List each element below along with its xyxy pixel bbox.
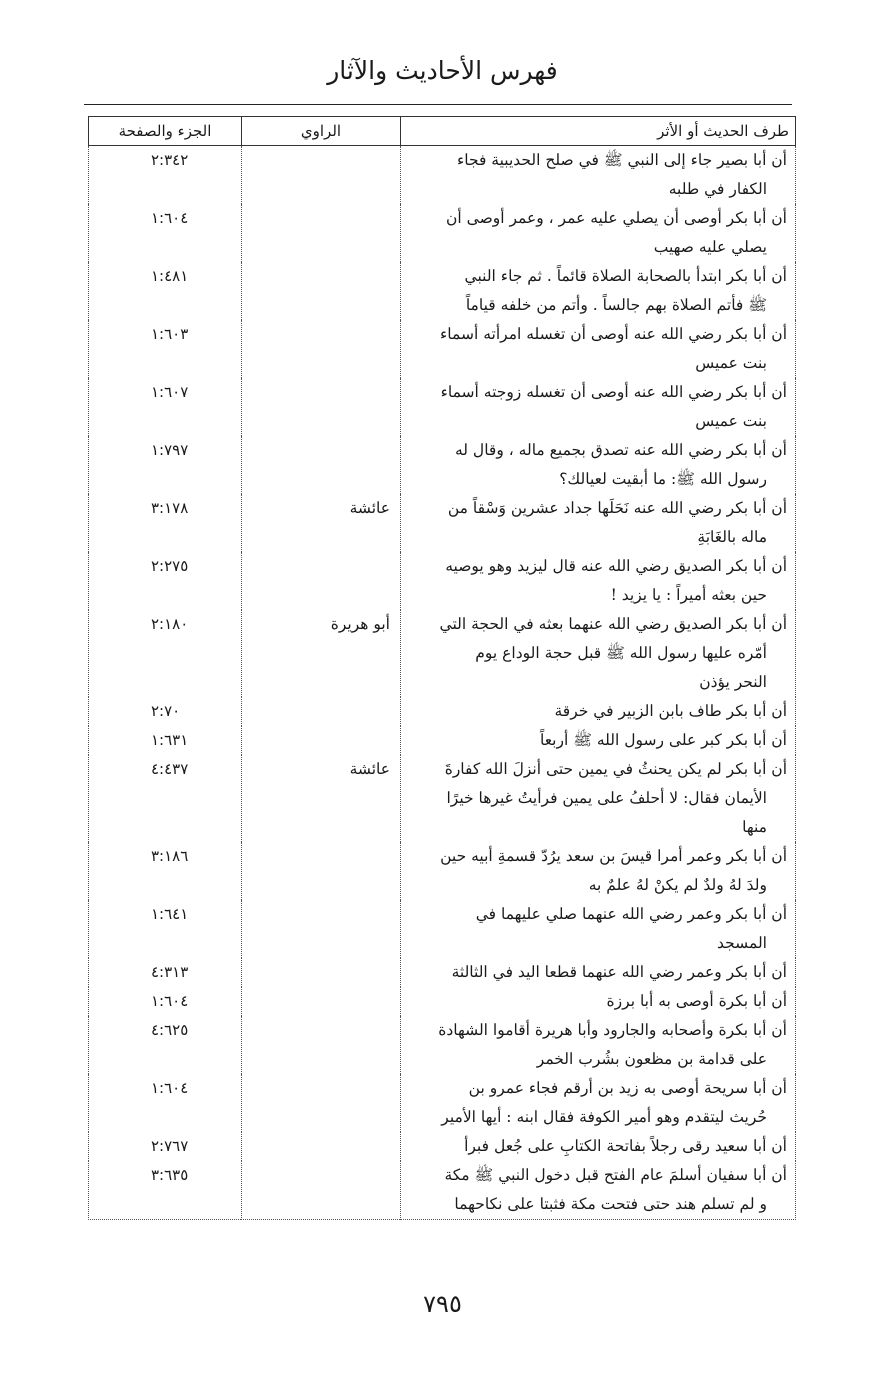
hadith-continuation-line: بنت عميس — [695, 354, 767, 372]
hadith-text — [401, 204, 796, 262]
table-header — [89, 117, 796, 146]
volume-page-cell: ٤:٤٣٧ — [89, 755, 242, 842]
volume-page-cell: ١:٦٠٣ — [89, 320, 242, 378]
hadith-text — [401, 320, 796, 378]
hadith-text — [401, 1132, 796, 1161]
hadith-continuation-line: رسول الله ﷺ: ما أبقيت لعيالك؟ — [559, 470, 767, 488]
volume-page-cell: ٣:٦٣٥ — [89, 1161, 242, 1220]
table-row — [89, 146, 796, 205]
table-row — [89, 1132, 796, 1161]
narrator-cell: أبو هريرة — [242, 610, 401, 697]
volume-page-cell: ٤:٦٢٥ — [89, 1016, 242, 1074]
header-reference: الجزء والصفحة — [89, 117, 242, 146]
hadith-first-line: أن أبا بكر الصديق رضي الله عنه قال ليزيد وهو يوصيه — [445, 557, 787, 575]
hadith-first-line: أن أبا بكرة أوصى به أبا برزة — [606, 992, 787, 1010]
table-row — [89, 900, 796, 958]
volume-page-cell: ٢:٣٤٢ — [89, 146, 242, 205]
hadith-continuation-line: أمّره عليها رسول الله ﷺ قبل حجة الوداع يوم — [475, 644, 767, 662]
volume-page-cell: ١:٦٠٤ — [89, 1074, 242, 1132]
header-row — [89, 117, 796, 146]
hadith-continuation-line: النحر يؤذن — [699, 673, 767, 691]
volume-page-cell: ١:٧٩٧ — [89, 436, 242, 494]
hadith-text — [401, 1161, 796, 1220]
header-narrator: الراوي — [242, 117, 401, 146]
hadith-first-line: أن أبا بكر وعمر رضي الله عنهما صلي عليهما في — [475, 905, 787, 923]
hadith-first-line: أن أبا بكر الصديق رضي الله عنهما بعثه في الحجة التي — [439, 615, 787, 633]
hadith-first-line: أن أبا بكر رضي الله عنه تصدق بجميع ماله ، وقال له — [454, 441, 787, 459]
hadith-continuation-line: حين بعثه أميراً : يا يزيد ! — [610, 586, 767, 604]
hadith-text — [401, 987, 796, 1016]
narrator-cell — [242, 378, 401, 436]
hadith-continuation-line: المسجد — [717, 934, 767, 952]
hadith-text — [401, 958, 796, 987]
narrator-cell: عائشة — [242, 494, 401, 552]
hadith-text — [401, 552, 796, 610]
table-row — [89, 494, 796, 552]
volume-page-cell: ١:٦٣١ — [89, 726, 242, 755]
table-row — [89, 320, 796, 378]
hadith-first-line: أن أبا بكر ابتدأ بالصحابة الصلاة قائماً . ثم جاء النبي — [464, 267, 787, 285]
hadith-text — [401, 610, 796, 697]
narrator-cell — [242, 262, 401, 320]
table-row — [89, 842, 796, 900]
hadith-continuation-line: و لم تسلم هند حتى فتحت مكة فثبتا على نكاحهما — [454, 1195, 767, 1213]
narrator-cell — [242, 1161, 401, 1220]
narrator-cell — [242, 436, 401, 494]
page-title: فهرس الأحاديث والآثار — [327, 56, 558, 85]
narrator-cell — [242, 552, 401, 610]
narrator-cell — [242, 1016, 401, 1074]
hadith-first-line: أن أبا سعيد رقى رجلاً بفاتحة الكتابِ على جُعل فبرأ — [464, 1137, 787, 1155]
table-row — [89, 697, 796, 726]
hadith-continuation-line: ولدَ لهُ ولدٌ لم يكنْ لهُ علمٌ به — [588, 876, 767, 894]
hadith-first-line: أن أبا بكر لم يكن يحنثُ في يمين حتى أنزلَ الله كفارةَ — [444, 760, 787, 778]
table-row — [89, 958, 796, 987]
hadith-continuation-line: منها — [742, 818, 767, 836]
page-number: ٧٩٥ — [423, 1290, 462, 1318]
table-row — [89, 552, 796, 610]
hadith-text — [401, 1074, 796, 1132]
table-row — [89, 1016, 796, 1074]
header-hadith: طرف الحديث أو الأثر — [401, 117, 796, 146]
table-row — [89, 378, 796, 436]
hadith-first-line: أن أبا بكر طاف بابن الزبير في خرقة — [554, 702, 787, 720]
hadith-first-line: أن أبا بكر كبر على رسول الله ﷺ أربعاً — [539, 731, 787, 749]
volume-page-cell: ٢:٧٦٧ — [89, 1132, 242, 1161]
narrator-cell — [242, 842, 401, 900]
volume-page-cell: ٣:١٨٦ — [89, 842, 242, 900]
volume-page-cell: ١:٦٠٤ — [89, 987, 242, 1016]
narrator-cell: عائشة — [242, 755, 401, 842]
narrator-cell — [242, 958, 401, 987]
hadith-text — [401, 726, 796, 755]
hadith-continuation-line: حُريث ليتقدم وهو أمير الكوفة فقال ابنه : أيها الأمير — [441, 1108, 767, 1126]
hadith-continuation-line: ماله بالغَابَةِ — [697, 528, 767, 546]
volume-page-cell: ٣:١٧٨ — [89, 494, 242, 552]
hadith-text — [401, 755, 796, 842]
table-row — [89, 204, 796, 262]
narrator-cell — [242, 697, 401, 726]
narrator-cell — [242, 726, 401, 755]
hadith-first-line: أن أبا بكر رضي الله عنه أوصى أن تغسله زوجته أسماء — [440, 383, 787, 401]
volume-page-cell: ٢:٧٠ — [89, 697, 242, 726]
hadith-first-line: أن أبا سريحة أوصى به زيد بن أرقم فجاء عمرو بن — [468, 1079, 787, 1097]
hadith-first-line: أن أبا بكرة وأصحابه والجارود وأبا هريرة أقاموا الشهادة — [438, 1021, 787, 1039]
hadith-first-line: أن أبا بكر رضي الله عنه أوصى أن تغسله امرأته أسماء — [440, 325, 787, 343]
volume-page-cell: ٤:٣١٣ — [89, 958, 242, 987]
table-body — [89, 146, 796, 1220]
hadith-continuation-line: الكفار في طلبه — [668, 180, 767, 198]
hadith-text — [401, 436, 796, 494]
hadith-first-line: أن أبا بصير جاء إلى النبي ﷺ في صلح الحديبية فجاء — [456, 151, 787, 169]
narrator-cell — [242, 320, 401, 378]
table-row — [89, 755, 796, 842]
narrator-cell — [242, 204, 401, 262]
hadith-first-line: أن أبا بكر أوصى أن يصلي عليه عمر ، وعمر أوصى أن — [446, 209, 787, 227]
narrator-cell — [242, 1074, 401, 1132]
hadith-text — [401, 900, 796, 958]
hadith-text — [401, 494, 796, 552]
table-row — [89, 1161, 796, 1220]
narrator-cell — [242, 1132, 401, 1161]
table-row — [89, 436, 796, 494]
hadith-text — [401, 1016, 796, 1074]
hadith-continuation-line: بنت عميس — [695, 412, 767, 430]
hadith-text — [401, 262, 796, 320]
table-row — [89, 726, 796, 755]
hadith-continuation-line: يصلي عليه صهيب — [653, 238, 767, 256]
hadith-continuation-line: ﷺ فأتم الصلاة بهم جالساً . وأتم من خلفه قياماً — [465, 296, 767, 314]
volume-page-cell: ١:٦٠٤ — [89, 204, 242, 262]
volume-page-cell: ٢:١٨٠ — [89, 610, 242, 697]
hadith-continuation-line: على قدامة بن مظعون بشُرب الخمر — [536, 1050, 767, 1068]
hadith-index-table — [88, 116, 796, 1220]
hadith-first-line: أن أبا سفيان أسلمَ عام الفتح قبل دخول النبي ﷺ مكة — [444, 1166, 787, 1184]
title-divider — [84, 104, 792, 105]
table-row — [89, 987, 796, 1016]
hadith-text — [401, 842, 796, 900]
hadith-first-line: أن أبا بكر وعمر أمرا قيسَ بن سعد يرُدّ قسمةِ أبيه حين — [440, 847, 787, 865]
volume-page-cell: ١:٦٤١ — [89, 900, 242, 958]
volume-page-cell: ١:٦٠٧ — [89, 378, 242, 436]
narrator-cell — [242, 146, 401, 205]
narrator-cell — [242, 987, 401, 1016]
table-row — [89, 1074, 796, 1132]
table-row — [89, 262, 796, 320]
hadith-first-line: أن أبا بكر وعمر رضي الله عنهما قطعا اليد في الثالثة — [451, 963, 787, 981]
hadith-continuation-line: الأيمان فقال: لا أحلفُ على يمين فرأيتُ غيرها خيرًا — [446, 789, 767, 807]
hadith-first-line: أن أبا بكر رضي الله عنه نَحَلَها جداد عشرين وَسْقاً من — [447, 499, 787, 517]
narrator-cell — [242, 900, 401, 958]
volume-page-cell: ١:٤٨١ — [89, 262, 242, 320]
hadith-text — [401, 378, 796, 436]
hadith-text — [401, 146, 796, 205]
volume-page-cell: ٢:٢٧٥ — [89, 552, 242, 610]
hadith-text — [401, 697, 796, 726]
table-row — [89, 610, 796, 697]
